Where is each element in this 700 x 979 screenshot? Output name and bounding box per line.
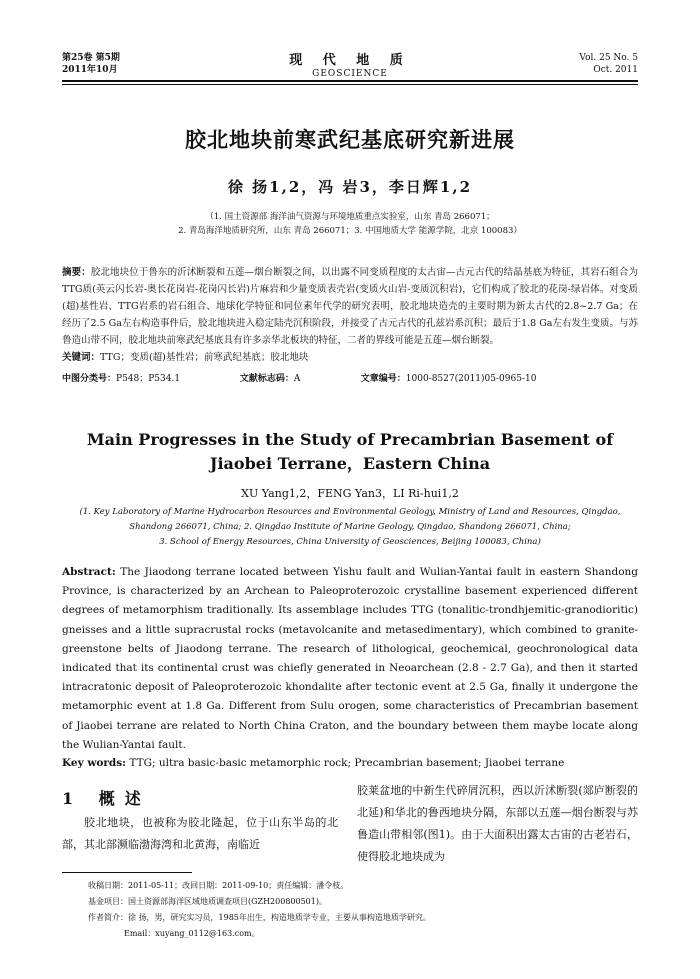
- footnote-fund: 基金项目：国土资源部海洋区域地质调查项目(GZH200800501)。: [88, 897, 327, 906]
- keywords-cn-label: 关键词：: [62, 352, 101, 363]
- keywords-en-text: TTG; ultra basic-basic metamorphic rock; Precambrian basement; Jiaobei terrane: [129, 757, 565, 769]
- date-cn: 2011年10月: [62, 65, 118, 75]
- title-en-line: Main Progresses in the Study of Precambrian Basement of: [86, 430, 614, 449]
- article-number: [361, 372, 537, 387]
- clc-value: P548；P534.1: [116, 374, 181, 384]
- article-value: 1000-8527(2011)05-0965-10: [405, 374, 537, 384]
- date-en: Oct. 2011: [593, 65, 638, 75]
- title-cn: 胶北地块前寒武纪基底研究新进展: [185, 128, 515, 152]
- footnote-received: 收稿日期：2011-05-11；改回日期：2011-09-10；责任编辑：潘令枝。: [88, 881, 349, 890]
- journal-title-cn: 现 代 地 质: [289, 53, 411, 68]
- section-title: 概述: [98, 789, 151, 808]
- affiliation-en-line: Shandong 266071, China; 2. Qingdao Institute of Marine Geology, Qingdao, Shandong 266071, China;: [129, 522, 571, 532]
- article-label: 文章编号：: [360, 374, 406, 384]
- affiliations-cn: [0, 210, 700, 238]
- doc-code: [240, 372, 358, 387]
- volume-cn: 第25卷 第5期: [62, 53, 120, 63]
- doc-label: 文献标志码：: [239, 374, 294, 384]
- classification-line: [62, 372, 638, 387]
- abstract-cn: [62, 264, 638, 366]
- section-heading: [62, 786, 151, 809]
- title-en: [0, 428, 700, 476]
- header-right: [579, 52, 638, 76]
- keywords-cn: [62, 349, 638, 366]
- abstract-en-label: Abstract:: [62, 566, 116, 578]
- keywords-cn-text: TTG；变质(超)基性岩；前寒武纪基底；胶北地块: [100, 352, 309, 363]
- abstract-cn-text: 胶北地块位于鲁东的沂沭断裂和五莲—烟台断裂之间，以出露不同变质程度的太古宙—古元古代的结晶基底为特征，其岩石组合为TTG质(英云闪长岩-奥长花岗岩-花岗闪长岩)片麻岩和少量变质表壳岩(变质火山岩-变质沉积岩)，它们构成了胶北的花岗-绿岩体。对变质(超)基性岩、TTG岩系的岩石组合、地球化学特征和同位素年代学的研究表明，胶北地块造壳的主要时期为新太古代的2.8~2.7 Ga；在经历了2.5 Ga左右构造事件后，胶北地块进入稳定陆壳沉积阶段，并接受了古元古代的孔兹岩系沉积；最后于1.8 Ga左右发生变质。与苏鲁造山带不同，胶北地块前寒武纪基底具有许多亲华北板块的特征，二者的界线可能是五莲—烟台断裂。: [62, 267, 638, 346]
- clc-code: [62, 372, 237, 387]
- abstract-en: [62, 563, 638, 755]
- body-column-left: 胶北地块，也被称为胶北隆起，位于山东半岛的北部，其北部濒临渤海湾和北黄海，南临近: [62, 816, 338, 851]
- affiliation-cn-line: （1. 国土资源部 海洋油气资源与环境地质重点实验室，山东 青岛 266071；: [205, 212, 495, 222]
- keywords-en-label: Key words:: [62, 757, 127, 769]
- authors-en: XU Yang1,2，FENG Yan3，LI Ri-hui1,2: [241, 487, 459, 500]
- header-rule-thin: [62, 84, 638, 85]
- footnote-email: Email：xuyang_0112@163.com。: [124, 929, 260, 938]
- clc-label: 中图分类号：: [62, 374, 117, 384]
- volume-en: Vol. 25 No. 5: [579, 53, 638, 63]
- title-en-line: Jiaobei Terrane，Eastern China: [209, 454, 491, 473]
- header-rule-thick: [62, 80, 638, 82]
- authors-cn: 徐 扬1,2，冯 岩3，李日辉1,2: [227, 178, 473, 196]
- affiliation-en-line: (1. Key Laboratory of Marine Hydrocarbon Resources and Environmental Geology, Ministry of Land and Resources, Qingdao,: [79, 507, 621, 517]
- keywords-en: [62, 754, 638, 772]
- body-column-right: 胶莱盆地的中新生代碎屑沉积，西以沂沭断裂(郯庐断裂的北延)和华北的鲁西地块分隔，东部以五莲—烟台断裂与苏鲁造山带相邻(图1)。由于大面积出露太古宙的古老岩石，使得胶北地块成为: [357, 784, 638, 863]
- footnotes: [88, 878, 628, 942]
- affiliations-en: [70, 505, 630, 550]
- section-number: 1: [62, 789, 84, 808]
- affiliation-en-line: 3. School of Energy Resources, China University of Geosciences, Beijing 100083, China): [159, 537, 541, 547]
- journal-title-en: GEOSCIENCE: [312, 69, 388, 79]
- footnote-author: 作者简介：徐 扬，男，研究实习员，1985年出生，构造地质学专业，主要从事构造地质学研究。: [88, 913, 431, 922]
- footnote-rule: [62, 872, 192, 873]
- abstract-cn-label: 摘要：: [62, 267, 91, 278]
- doc-value: A: [293, 374, 301, 384]
- affiliation-cn-line: 2. 青岛海洋地质研究所，山东 青岛 266071；3. 中国地质大学 能源学院，北京 100083）: [178, 226, 522, 236]
- abstract-en-text: The Jiaodong terrane located between Yishu fault and Wulian-Yantai fault in eastern Shandong Province, is characterized by an Archean to Paleoproterozoic crystalline basement experienced different degrees of metamorphism traditionally. Its assemblage includes TTG (tonalitic-trondhjemitic-granodioritic) gneisses and a little supracrustal rocks (metavolcanite and metasedimentary), which combined to granite-greenstone belts of Jiaodong terrane. The research of lithological, geochemical, geochronological data indicated that its continental crust was chiefly generated in Neoarchean (2.8 - 2.7 Ga), and then it started intracratonic deposit of Paleoproterozoic khondalite after tectonic event at 2.5 Ga, finally it undergone the metamorphic event at 1.8 Ga. Different from Sulu orogen, some characteristics of Precambrian basement of Jiaobei terrane are related to North China Craton, and the boundary between them maybe locate along the Wulian-Yantai fault.: [62, 566, 639, 751]
